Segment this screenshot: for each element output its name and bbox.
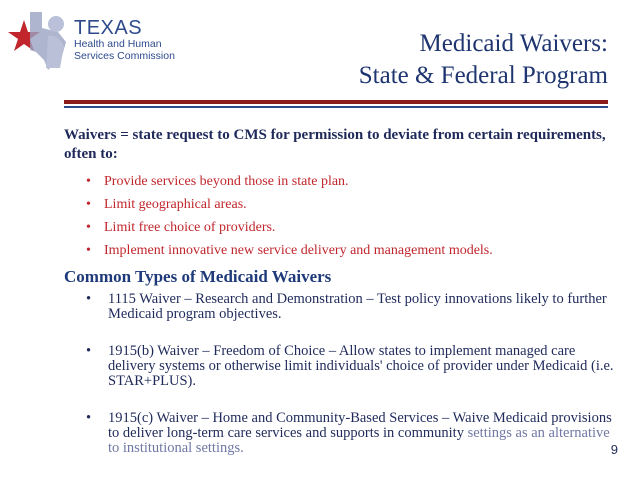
logo-line2: Services Commission <box>74 50 175 62</box>
list-item: • Limit free choice of providers. <box>86 216 614 239</box>
slide-title <box>359 28 608 92</box>
intro-text: Waivers = state request to CMS for permission to deviate from certain requirements, often to: <box>64 127 606 162</box>
page-number: 9 <box>610 442 618 457</box>
slide-body <box>64 126 614 478</box>
hhsc-logo <box>8 6 198 76</box>
waiver-types-list <box>86 292 614 456</box>
title-rule-blue <box>64 106 608 108</box>
texas-state-star-silhouette-icon <box>8 6 72 72</box>
waiver-purposes-list <box>86 170 614 262</box>
list-item: • Implement innovative new service delivery and management models. <box>86 239 614 262</box>
list-item: • 1915(b) Waiver – Freedom of Choice – Allow states to implement managed care delivery systems or otherwise limit individuals' choice of provider under Medicaid (i.e. STAR+PLUS). <box>86 344 614 389</box>
logo-line1: Health and Human <box>74 38 162 50</box>
logo-name: TEXAS <box>74 17 143 39</box>
waiver-1915c-tail: settings as an alternative to institutional settings. <box>108 425 610 456</box>
title-line1: Medicaid Waivers: <box>419 30 608 57</box>
waiver-1915c-text: 1915(c) Waiver – Home and Community-Based Services – Waive Medicaid provisions to deliver long-term care services and supports in community <box>108 410 612 441</box>
title-line2: State & Federal Program <box>358 62 608 89</box>
list-item <box>86 411 614 456</box>
list-item: • 1115 Waiver – Research and Demonstration – Test policy innovations likely to further Medicaid program objectives. <box>86 292 614 322</box>
list-item: • Limit geographical areas. <box>86 193 614 216</box>
list-item: • Provide services beyond those in state plan. <box>86 170 614 193</box>
section-heading: Common Types of Medicaid Waivers <box>64 267 332 286</box>
title-rule-red <box>64 100 608 104</box>
